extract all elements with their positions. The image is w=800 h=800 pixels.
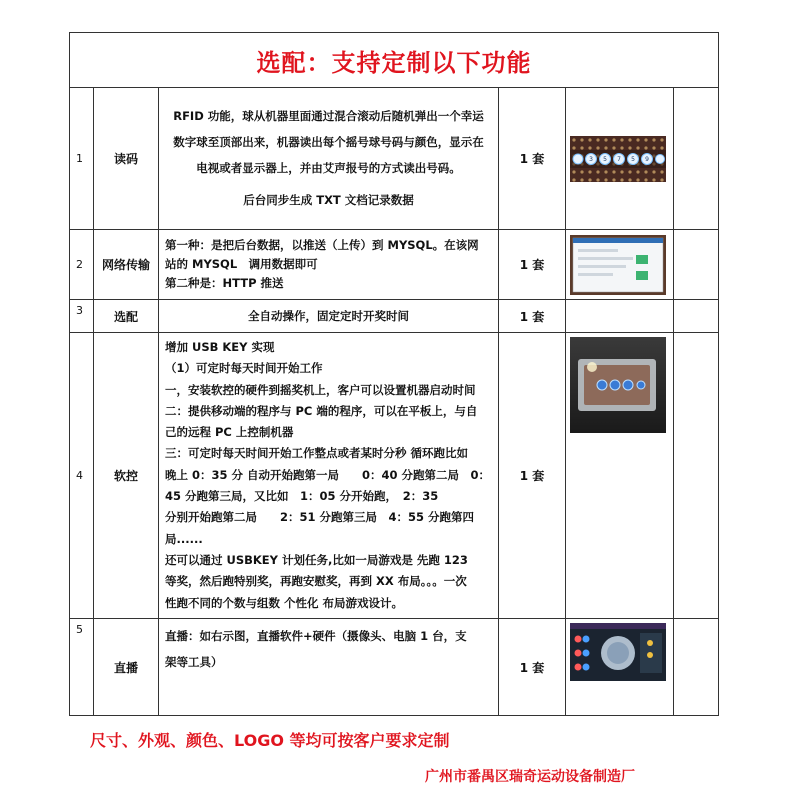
svg-text:9: 9 <box>645 155 649 163</box>
table-row <box>70 619 719 716</box>
row-number: 4 <box>70 333 94 619</box>
feature-name: 网络传输 <box>94 230 159 300</box>
quantity: 1 套 <box>499 333 566 619</box>
customization-note: 尺寸、外观、颜色、LOGO 等均可按客户要求定制 <box>90 731 450 750</box>
row-number: 3 <box>70 300 94 333</box>
empty-cell <box>674 88 719 230</box>
feature-description: 全自动操作，固定定时开奖时间 <box>159 300 499 333</box>
quantity: 1 套 <box>499 88 566 230</box>
empty-cell <box>674 333 719 619</box>
svg-text:5: 5 <box>603 155 607 163</box>
feature-image-cell <box>566 230 674 300</box>
empty-cell <box>674 230 719 300</box>
lottery-ball-reader-photo <box>570 136 666 182</box>
row-number: 5 <box>70 619 94 716</box>
table-row <box>70 88 719 230</box>
svg-text:3: 3 <box>589 155 593 163</box>
usb-control-box-photo <box>570 337 666 433</box>
live-stream-screenshot <box>570 623 666 681</box>
feature-image-cell <box>566 88 674 230</box>
quantity: 1 套 <box>499 619 566 716</box>
spec-table <box>69 32 719 716</box>
page-title: 选配：支持定制以下功能 <box>70 33 719 88</box>
svg-text:5: 5 <box>631 155 635 163</box>
empty-cell <box>566 300 674 333</box>
feature-image-cell <box>566 333 674 619</box>
feature-description: 直播：如右示图，直播软件+硬件（摄像头、电脑 1 台，支 架等工具） <box>159 619 499 716</box>
feature-image-cell <box>566 619 674 716</box>
feature-description: 增加 USB KEY 实现 （1）可定时每天时间开始工作 一，安装软控的硬件到摇奖机上，客户可以设置机器启动时间 二：提供移动端的程序与 PC 端的程序，可以在平板上，与自 己的远程 PC 上控制机器 三：可定时每天时间开始工作整点或者某时分秒 循环跑比如 晚上 0：35 分 自动开始跑第一局 0：40 分跑第二局 0： 45 分跑第三局，又比如 1：05 分开始跑， 2：35 分别开始跑第二局 2：51 分跑第三局 4：55 分跑第四 局...... 还可以通过 USBKEY 计划任务,比如一局游戏是 先跑 123 等奖，然后跑特别奖，再跑安慰奖，再到 XX 布局。。。一次 性跑不同的个数与组数 个性化 布局游戏设计。 <box>159 333 499 619</box>
row-number: 2 <box>70 230 94 300</box>
feature-name: 直播 <box>94 619 159 716</box>
feature-name: 读码 <box>94 88 159 230</box>
svg-text:7: 7 <box>617 155 621 163</box>
table-row <box>70 230 719 300</box>
row-number: 1 <box>70 88 94 230</box>
table-row <box>70 333 719 619</box>
feature-description: RFID 功能，球从机器里面通过混合滚动后随机弹出一个幸运 数字球至顶部出来，机器读出每个摇号球号码与颜色，显示在 电视或者显示器上，并由艾声报号的方式读出号码。 后台同步生成 TXT 文档记录数据 <box>159 88 499 230</box>
feature-name: 软控 <box>94 333 159 619</box>
software-screenshot <box>570 235 666 295</box>
quantity: 1 套 <box>499 300 566 333</box>
company-name: 广州市番禺区瑞奇运动设备制造厂 <box>425 769 635 785</box>
quantity: 1 套 <box>499 230 566 300</box>
table-row <box>70 300 719 333</box>
feature-name: 选配 <box>94 300 159 333</box>
empty-cell <box>674 619 719 716</box>
feature-description: 第一种：是把后台数据，以推送（上传）到 MYSQL。在该网 站的 MYSQL 调用数据即可 第二种是：HTTP 推送 <box>159 230 499 300</box>
empty-cell <box>674 300 719 333</box>
